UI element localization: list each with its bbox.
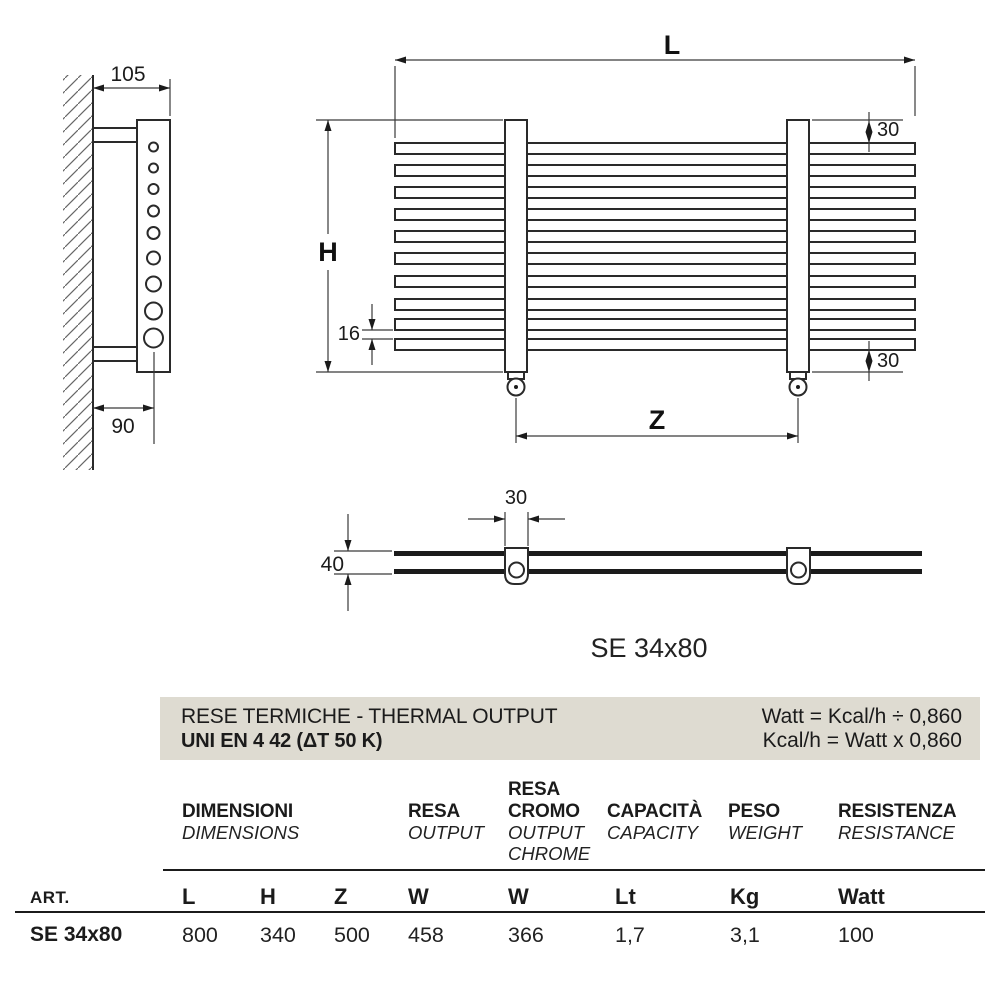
thermal-band-formulas bbox=[762, 705, 962, 753]
dim-Z bbox=[516, 398, 798, 443]
side-view bbox=[63, 63, 170, 470]
formula-kcal: Kcal/h = Watt x 0,860 bbox=[762, 728, 962, 752]
dim-16-label: 16 bbox=[337, 323, 360, 345]
col-resistenza: RESISTENZA bbox=[838, 801, 957, 822]
row-val-L: 800 bbox=[182, 923, 218, 947]
col-capacity-en: CAPACITY bbox=[607, 822, 699, 843]
col-resa-cromo-line2: CROMO bbox=[508, 801, 580, 822]
dim-105-label: 105 bbox=[110, 63, 146, 86]
col-resistance-en: RESISTANCE bbox=[838, 822, 955, 843]
tube-top-edge bbox=[394, 551, 922, 556]
row-val-Z: 500 bbox=[334, 923, 370, 947]
col-capacita: CAPACITÀ bbox=[607, 801, 703, 822]
dim-L bbox=[395, 30, 915, 138]
unit-W2: W bbox=[508, 884, 529, 909]
dim-30-bracket bbox=[468, 487, 565, 546]
model-caption: SE 34x80 bbox=[590, 633, 708, 663]
left-valve bbox=[508, 372, 525, 396]
art-label: ART. bbox=[30, 888, 70, 907]
front-view bbox=[316, 30, 915, 443]
col-resa-cromo-line1: RESA bbox=[508, 779, 560, 800]
tube-bottom-edge bbox=[394, 569, 922, 574]
right-collector bbox=[787, 120, 809, 372]
unit-W: W bbox=[408, 884, 429, 909]
dim-40 bbox=[321, 514, 392, 611]
unit-Watt: Watt bbox=[838, 884, 885, 909]
dim-H-label: H bbox=[318, 237, 338, 267]
dim-90-label: 90 bbox=[111, 415, 135, 438]
left-collector bbox=[505, 120, 527, 372]
unit-Z: Z bbox=[334, 884, 348, 909]
table-rule-bottom bbox=[15, 911, 985, 913]
right-valve bbox=[790, 372, 807, 396]
row-art: SE 34x80 bbox=[30, 923, 123, 946]
thermal-output-band bbox=[160, 697, 980, 760]
col-resa: RESA bbox=[408, 801, 460, 822]
dim-30-bottom-label: 30 bbox=[877, 350, 900, 372]
row-val-Kg: 3,1 bbox=[730, 923, 760, 947]
dim-16 bbox=[338, 304, 393, 365]
dim-L-label: L bbox=[663, 30, 681, 60]
col-dimensioni: DIMENSIONI bbox=[182, 801, 293, 822]
top-view bbox=[321, 487, 922, 663]
col-peso: PESO bbox=[728, 801, 780, 822]
dim-105 bbox=[93, 63, 170, 116]
horizontal-tubes bbox=[395, 143, 915, 350]
unit-Kg: Kg bbox=[730, 884, 760, 909]
thermal-band-titles bbox=[181, 705, 557, 753]
upper-bracket-arm bbox=[93, 128, 137, 142]
col-weight-en: WEIGHT bbox=[728, 822, 802, 843]
unit-Lt: Lt bbox=[615, 884, 636, 909]
table-rule-top bbox=[163, 869, 985, 871]
row-val-W2: 366 bbox=[508, 923, 544, 947]
dim-30-bracket-label: 30 bbox=[504, 487, 528, 509]
dim-30-top-label: 30 bbox=[877, 119, 900, 141]
lower-bracket-arm bbox=[93, 347, 137, 361]
row-val-H: 340 bbox=[260, 923, 296, 947]
col-output-chrome-en2: CHROME bbox=[508, 843, 591, 864]
wall-hatch bbox=[63, 75, 93, 470]
right-bracket bbox=[787, 548, 810, 584]
left-bracket bbox=[505, 548, 528, 584]
dim-Z-label: Z bbox=[648, 405, 666, 435]
row-val-Watt: 100 bbox=[838, 923, 874, 947]
formula-watt: Watt = Kcal/h ÷ 0,860 bbox=[761, 704, 962, 728]
row-val-W: 458 bbox=[408, 923, 444, 947]
col-output-en: OUTPUT bbox=[408, 822, 485, 843]
col-dimensions-en: DIMENSIONS bbox=[182, 822, 300, 843]
col-output-chrome-en1: OUTPUT bbox=[508, 822, 585, 843]
unit-H: H bbox=[260, 884, 276, 909]
unit-L: L bbox=[182, 884, 196, 909]
thermal-norm: UNI EN 4 42 (ΔT 50 K) bbox=[181, 729, 383, 752]
thermal-title-it-en: RESE TERMICHE - THERMAL OUTPUT bbox=[181, 704, 558, 728]
dim-40-label: 40 bbox=[320, 553, 344, 576]
row-val-Lt: 1,7 bbox=[615, 923, 645, 947]
